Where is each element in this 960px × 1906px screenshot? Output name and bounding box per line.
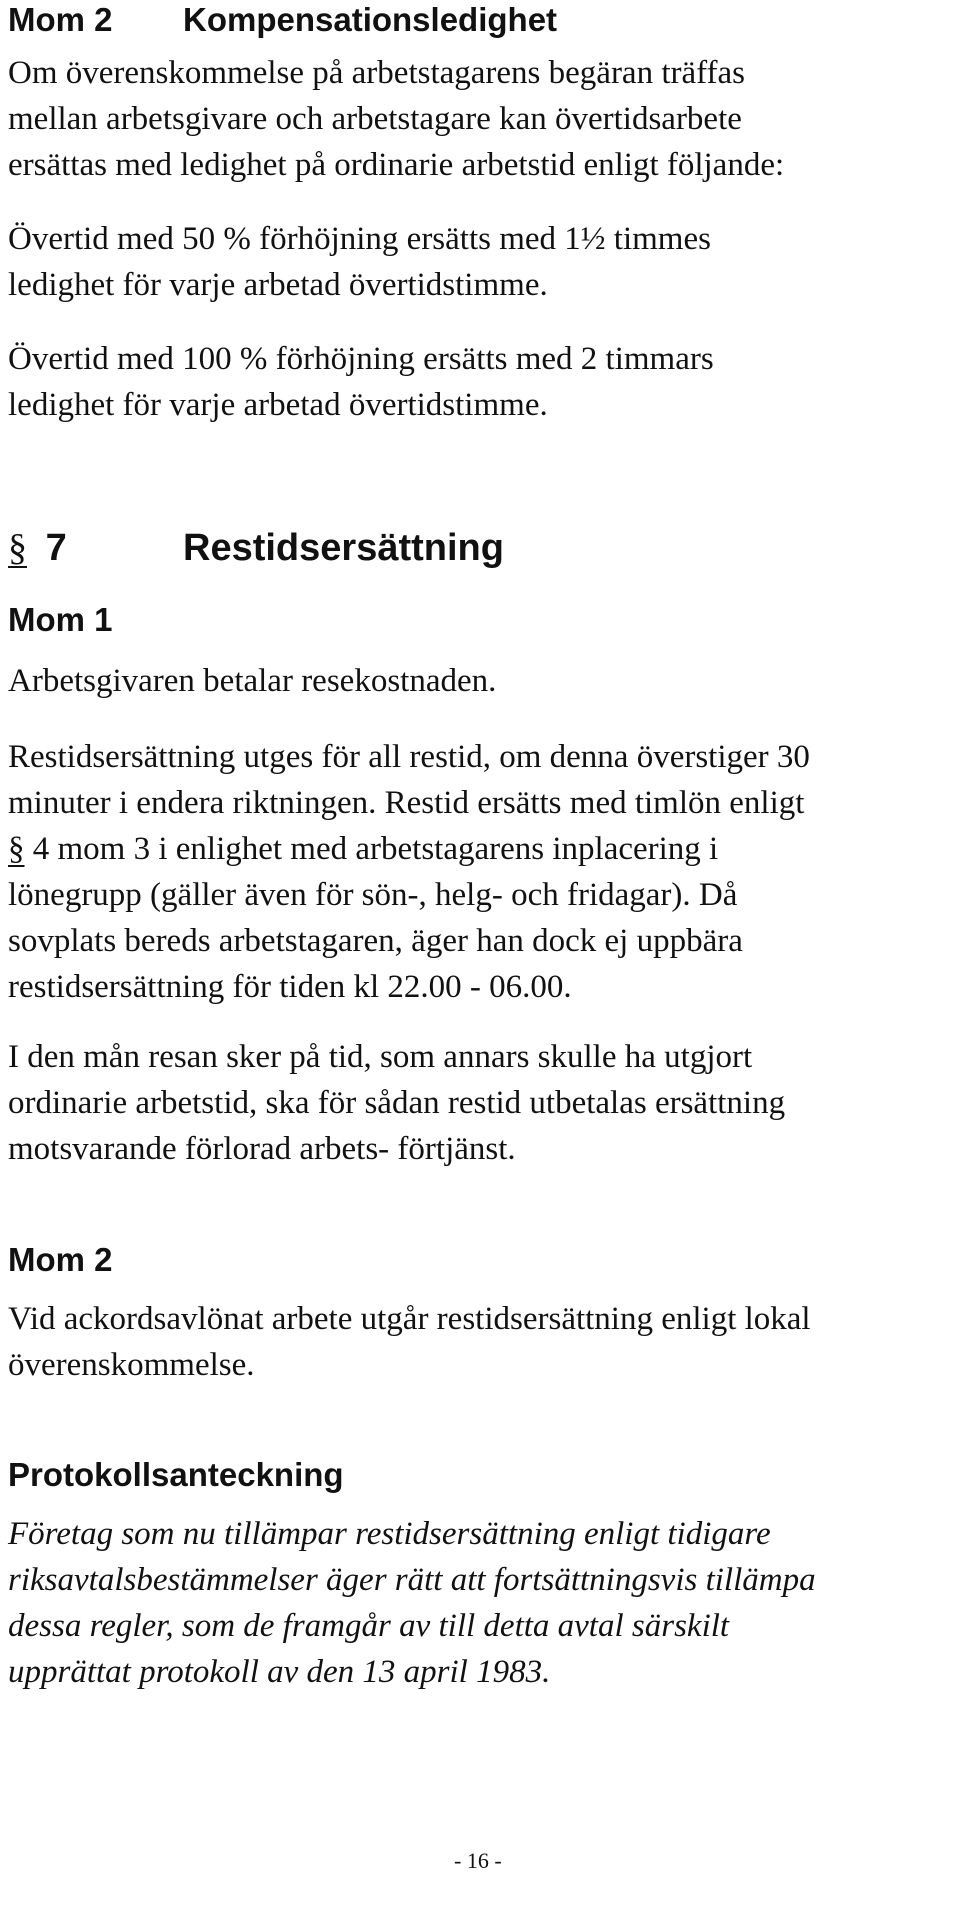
- text-line: sovplats bereds arbetstagaren, äger han dock ej uppbära: [8, 923, 743, 959]
- text-line: minuter i endera riktningen. Restid ersätts med timlön enligt: [8, 785, 805, 821]
- mom2-intro-paragraph: [8, 50, 784, 188]
- mom1-paragraph-2: [8, 734, 810, 1010]
- mom1-paragraph-3: [8, 1034, 785, 1172]
- mom2-title: Kompensationsledighet: [183, 1, 558, 38]
- overtime-100-paragraph: [8, 336, 714, 428]
- text-line: dessa regler, som de framgår av till detta avtal särskilt: [8, 1608, 730, 1644]
- text-line: motsvarande förlorad arbets- förtjänst.: [8, 1131, 516, 1167]
- text-fragment: 4 mom 3 i enlighet med arbetstagarens inplacering i: [24, 831, 719, 867]
- text-line: ordinarie arbetstid, ska för sådan restid utbetalas ersättning: [8, 1085, 786, 1121]
- text-line: Övertid med 50 % förhöjning ersätts med 1½ timmes: [8, 221, 711, 257]
- mom2-label: Mom 2: [8, 1, 113, 38]
- text-line: lönegrupp (gäller även för sön-, helg- och fridagar). Då: [8, 877, 738, 913]
- mom2-paragraph: [8, 1296, 811, 1388]
- text-line: Om överenskommelse på arbetstagarens begäran träffas: [8, 55, 746, 91]
- text-line: Vid ackordsavlönat arbete utgår restidsersättning enligt lokal: [8, 1301, 811, 1337]
- text-line: riksavtalsbestämmelser äger rätt att fortsättningsvis tillämpa: [8, 1562, 816, 1598]
- mom1-heading: Mom 1: [8, 601, 113, 638]
- text-line: I den mån resan sker på tid, som annars skulle ha utgjort: [8, 1039, 753, 1075]
- text-line: ledighet för varje arbetad övertidstimme.: [8, 267, 548, 303]
- text-line: Restidsersättning utges för all restid, om denna överstiger 30: [8, 739, 810, 775]
- text-line: överenskommelse.: [8, 1347, 255, 1383]
- text-line: [8, 826, 810, 872]
- text-line: Övertid med 100 % förhöjning ersätts med 2 timmars: [8, 341, 714, 377]
- overtime-50-paragraph: [8, 216, 711, 308]
- text-line: mellan arbetsgivare och arbetstagare kan övertidsarbete: [8, 101, 742, 137]
- section-sign: §: [8, 527, 27, 569]
- section-number: 7: [45, 527, 67, 569]
- section-7-heading: [8, 525, 504, 571]
- text-line: ledighet för varje arbetad övertidstimme.: [8, 387, 548, 423]
- text-line: ersättas med ledighet på ordinarie arbetstid enligt följande:: [8, 147, 785, 183]
- mom2-subheading: Mom 2: [8, 1241, 113, 1278]
- page-number: - 16 -: [454, 1848, 502, 1873]
- section-sign: §: [8, 831, 25, 867]
- section-title: Restidsersättning: [183, 527, 504, 569]
- mom2-heading: [8, 0, 558, 40]
- text-line: restidsersättning för tiden kl 22.00 - 06.00.: [8, 969, 572, 1005]
- text-line: upprättat protokoll av den 13 april 1983.: [8, 1654, 551, 1690]
- protocol-heading: Protokollsanteckning: [8, 1456, 344, 1493]
- text-line: Företag som nu tillämpar restidsersättning enligt tidigare: [8, 1516, 771, 1552]
- mom1-paragraph-1: Arbetsgivaren betalar resekostnaden.: [8, 663, 497, 699]
- protocol-paragraph: [8, 1511, 816, 1695]
